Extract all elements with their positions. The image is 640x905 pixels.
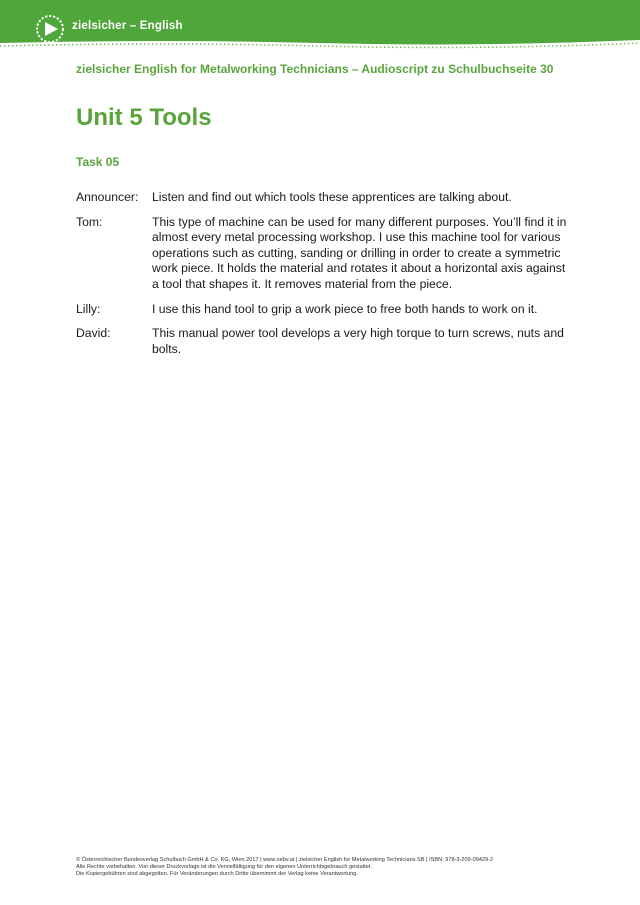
speaker-name: David: <box>76 326 111 341</box>
speaker-name: Tom: <box>76 214 103 229</box>
script-line <box>76 190 568 206</box>
speech-text: This manual power tool develops a very high torque to turn screws, nuts and bolts. <box>152 326 564 356</box>
speech-text: This type of machine can be used for many different purposes. You’ll find it in almost every metal processing workshop. I use this machine tool for various operations such as cutting, sanding or drilling in order to create a symmetric work piece. It holds the material and rotates it about a horizontal axis against a tool that shapes it. It removes material from the piece. <box>152 214 567 291</box>
audioscript <box>76 190 568 366</box>
task-label: Task 05 <box>76 155 120 169</box>
script-line <box>76 326 568 357</box>
speaker-name: Lilly: <box>76 301 101 316</box>
footer-line: Die Kopiergebühren sind abgegolten. Für Veränderungen durch Dritte übernimmt der Verlag keine Verantwortung. <box>76 870 358 877</box>
copyright-footer <box>76 857 576 878</box>
document-subtitle: zielsicher English for Metalworking Technicians – Audioscript zu Schulbuchseite 30 <box>76 62 554 76</box>
page-title: Unit 5 Tools <box>76 104 212 131</box>
script-line <box>76 215 568 293</box>
footer-line: © Österreichischer Bundesverlag Schulbuch GmbH & Co. KG, Wien 2017 | www.oebv.at | zielsicher English for Metalworking Technicians SB | ISBN: 978-3-209-09429-2 <box>76 857 494 863</box>
speaker-name: Announcer: <box>76 190 139 204</box>
speech-text: Listen and find out which tools these apprentices are talking about. <box>152 190 512 204</box>
speech-text: I use this hand tool to grip a work piece to free both hands to work on it. <box>152 301 538 316</box>
footer-line: Alle Rechte vorbehalten. Von dieser Druckvorlage ist die Vervielfältigung für den eigenen Unterrichtsgebrauch gestattet. <box>76 863 373 870</box>
script-line <box>76 302 568 318</box>
brand-name: zielsicher – English <box>72 20 183 32</box>
header-banner <box>0 0 640 50</box>
